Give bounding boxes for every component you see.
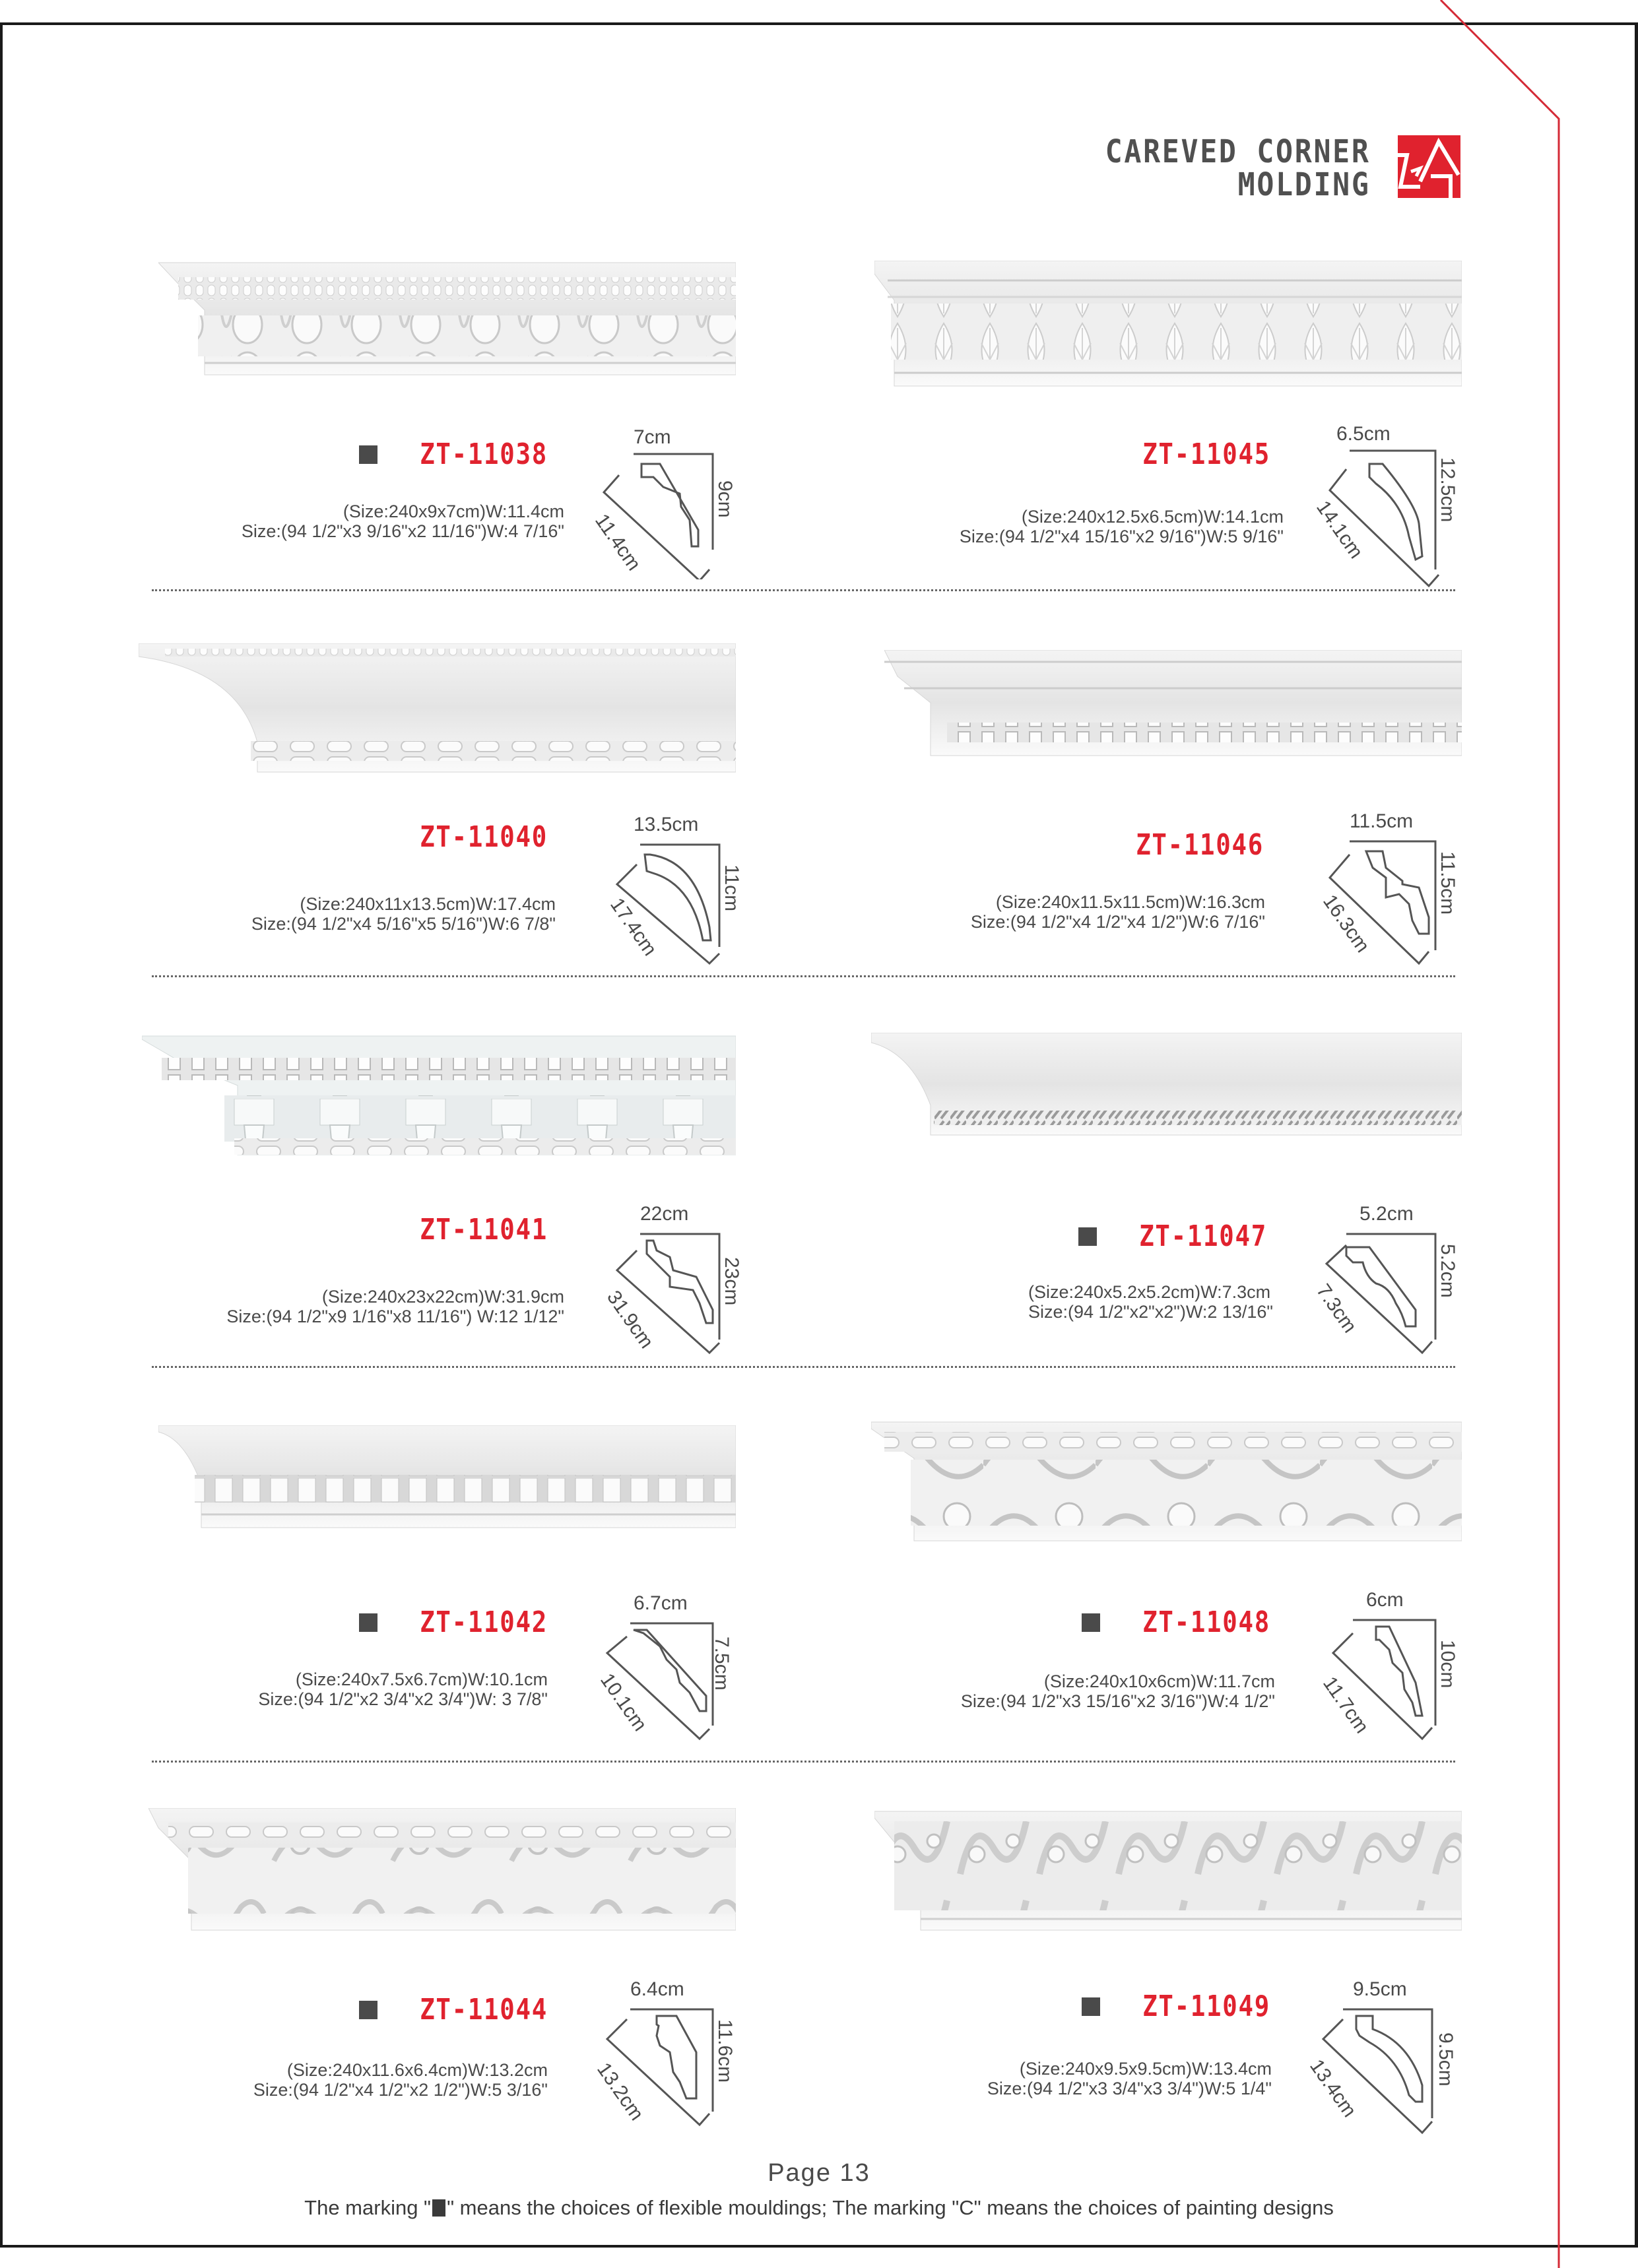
size-metric: (Size:240x11.5x11.5cm)W:16.3cm — [995, 892, 1265, 912]
profile-diagram-zt-11041 — [602, 1203, 742, 1353]
flexible-marker-icon — [1082, 1997, 1100, 2016]
dim-height: 5.2cm — [1437, 1244, 1458, 1298]
molding-image-zt-11042 — [158, 1425, 736, 1531]
dim-width: 11.5cm — [1350, 810, 1414, 832]
size-metric: (Size:240x23x22cm)W:31.9cm — [321, 1287, 564, 1307]
dim-diagonal: 13.4cm — [1305, 2056, 1361, 2122]
product-code: ZT-11040 — [420, 820, 548, 854]
product-size — [226, 1287, 564, 1326]
dim-diagonal: 17.4cm — [605, 894, 661, 960]
row-separator — [152, 975, 1455, 977]
molding-image-zt-11045 — [874, 261, 1462, 393]
size-imperial: Size:(94 1/2"x3 15/16"x2 3/16")W:4 1/2" — [960, 1691, 1275, 1711]
zt-house-logo-icon — [1398, 135, 1460, 198]
flexible-marker-icon — [359, 445, 377, 464]
product-code: ZT-11041 — [420, 1213, 548, 1247]
profile-outline-icon — [594, 1980, 733, 2131]
dim-height: 7.5cm — [711, 1636, 733, 1691]
dim-width: 6.7cm — [634, 1592, 688, 1614]
product-size — [258, 1669, 548, 1709]
size-imperial: Size:(94 1/2"x3 9/16"x2 11/16")W:4 7/16" — [241, 521, 564, 541]
flexible-marker-icon — [1078, 1227, 1097, 1246]
size-metric: (Size:240x5.2x5.2cm)W:7.3cm — [1028, 1282, 1271, 1302]
product-code: ZT-11049 — [1142, 1990, 1270, 2023]
product-code-row-zt-11038 — [359, 437, 548, 471]
flexible-marker-icon — [359, 1613, 377, 1632]
profile-diagram-zt-11045 — [1311, 423, 1458, 569]
product-size — [960, 507, 1284, 546]
size-imperial: Size:(94 1/2"x2"x2")W:2 13/16" — [1028, 1302, 1273, 1322]
dim-width: 9.5cm — [1353, 1978, 1407, 2000]
molding-image-zt-11049 — [874, 1808, 1462, 1933]
product-code: ZT-11044 — [420, 1993, 548, 2026]
molding-image-zt-11048 — [871, 1419, 1462, 1544]
size-imperial: Size:(94 1/2"x4 5/16"x5 5/16")W:6 7/8" — [251, 914, 556, 934]
page-number: Page 13 — [768, 2159, 870, 2187]
size-metric: (Size:240x11.6x6.4cm)W:13.2cm — [286, 2060, 548, 2080]
product-code: ZT-11042 — [420, 1605, 548, 1639]
dim-width: 7cm — [634, 426, 671, 448]
product-code-row-zt-11048 — [1082, 1605, 1270, 1639]
molding-image-zt-11040 — [139, 643, 736, 775]
product-code-row-zt-11047 — [1078, 1219, 1267, 1253]
dim-diagonal: 14.1cm — [1311, 497, 1367, 563]
dim-height: 11cm — [721, 864, 742, 912]
header-title-line2: MOLDING — [1238, 166, 1371, 203]
product-code-row-zt-11049 — [1082, 1990, 1270, 2023]
size-metric: (Size:240x7.5x6.7cm)W:10.1cm — [295, 1669, 548, 1689]
profile-diagram-zt-11042 — [595, 1592, 733, 1739]
dim-height: 9cm — [714, 480, 736, 518]
flexible-marker-icon — [1082, 1613, 1100, 1632]
dim-width: 5.2cm — [1360, 1203, 1414, 1225]
profile-diagram-zt-11038 — [590, 426, 736, 575]
row-separator — [152, 1761, 1455, 1763]
legend-note-part2: " means the choices of flexible mouldings; The marking "C" means the choices of painting designs — [447, 2196, 1334, 2219]
size-imperial: Size:(94 1/2"x9 1/16"x8 11/16") W:12 1/12" — [226, 1307, 564, 1326]
product-code: ZT-11038 — [420, 437, 548, 471]
product-code-row-zt-11040 — [397, 820, 548, 854]
molding-image-zt-11044 — [148, 1808, 736, 1933]
product-size — [253, 2060, 548, 2100]
dim-diagonal: 16.3cm — [1318, 891, 1374, 957]
size-imperial: Size:(94 1/2"x4 15/16"x2 9/16")W:5 9/16" — [959, 527, 1284, 546]
molding-image-zt-11038 — [158, 257, 736, 376]
size-metric: (Size:240x9.5x9.5cm)W:13.4cm — [1019, 2059, 1272, 2079]
product-code-row-zt-11042 — [359, 1605, 548, 1639]
dim-width: 6cm — [1366, 1589, 1404, 1611]
product-size — [242, 502, 564, 541]
dim-height: 11.6cm — [714, 2019, 736, 2083]
size-imperial: Size:(94 1/2"x3 3/4"x3 3/4")W:5 1/4" — [987, 2079, 1272, 2098]
molding-image-zt-11041 — [142, 1033, 736, 1158]
dim-diagonal: 31.9cm — [602, 1287, 658, 1353]
dim-width: 13.5cm — [634, 814, 699, 835]
size-metric: (Size:240x10x6cm)W:11.7cm — [1043, 1671, 1275, 1691]
flexible-marker-icon — [359, 2001, 377, 2019]
dim-height: 10cm — [1437, 1640, 1458, 1689]
product-code: ZT-11048 — [1142, 1605, 1270, 1639]
product-size — [1028, 1282, 1273, 1322]
profile-diagram-zt-11047 — [1311, 1203, 1458, 1349]
row-separator — [152, 589, 1455, 591]
product-size — [987, 2059, 1272, 2098]
dim-width: 6.4cm — [630, 1978, 684, 2000]
page-header — [1076, 135, 1371, 201]
dim-diagonal: 7.3cm — [1311, 1280, 1361, 1337]
profile-diagram-zt-11049 — [1305, 1978, 1457, 2125]
product-code: ZT-11045 — [1142, 437, 1270, 471]
profile-diagram-zt-11040 — [605, 814, 742, 960]
size-metric: (Size:240x12.5x6.5cm)W:14.1cm — [1021, 507, 1284, 527]
profile-diagram-zt-11048 — [1318, 1589, 1458, 1737]
product-code: ZT-11047 — [1139, 1219, 1267, 1253]
dim-height: 12.5cm — [1437, 457, 1458, 523]
dim-diagonal: 11.4cm — [590, 510, 645, 575]
size-imperial: Size:(94 1/2"x4 1/2"x2 1/2")W:5 3/16" — [253, 2080, 548, 2100]
legend-note-part1: The marking " — [304, 2196, 432, 2219]
product-size — [961, 1671, 1275, 1711]
product-code-row-zt-11044 — [359, 1993, 548, 2026]
product-code-row-zt-11046 — [1113, 828, 1264, 862]
size-imperial: Size:(94 1/2"x2 3/4"x2 3/4")W: 3 7/8" — [258, 1689, 548, 1709]
header-title-line1: CAREVED CORNER — [1105, 133, 1371, 170]
dim-width: 22cm — [640, 1203, 689, 1225]
molding-image-zt-11047 — [871, 1033, 1462, 1138]
legend-note — [0, 2196, 1638, 2220]
product-code-row-zt-11045 — [1120, 437, 1270, 471]
dim-diagonal: 13.2cm — [592, 2059, 648, 2125]
dim-height: 9.5cm — [1435, 2032, 1457, 2087]
size-metric: (Size:240x11x13.5cm)W:17.4cm — [300, 894, 556, 914]
size-imperial: Size:(94 1/2"x4 1/2"x4 1/2")W:6 7/16" — [970, 912, 1265, 932]
product-size — [971, 892, 1265, 932]
dim-diagonal: 10.1cm — [595, 1669, 651, 1735]
size-metric: (Size:240x9x7cm)W:11.4cm — [343, 502, 564, 521]
product-code: ZT-11046 — [1136, 828, 1264, 862]
dim-width: 6.5cm — [1336, 423, 1391, 445]
flexible-marker-icon — [432, 2199, 445, 2217]
product-code-row-zt-11041 — [397, 1213, 548, 1247]
product-size — [251, 894, 556, 934]
molding-image-zt-11046 — [884, 650, 1462, 759]
dim-height: 23cm — [721, 1257, 742, 1306]
dim-height: 11.5cm — [1437, 851, 1458, 915]
profile-diagram-zt-11046 — [1318, 810, 1458, 957]
row-separator — [152, 1366, 1455, 1368]
dim-diagonal: 11.7cm — [1318, 1673, 1373, 1737]
profile-diagram-zt-11044 — [592, 1978, 736, 2125]
